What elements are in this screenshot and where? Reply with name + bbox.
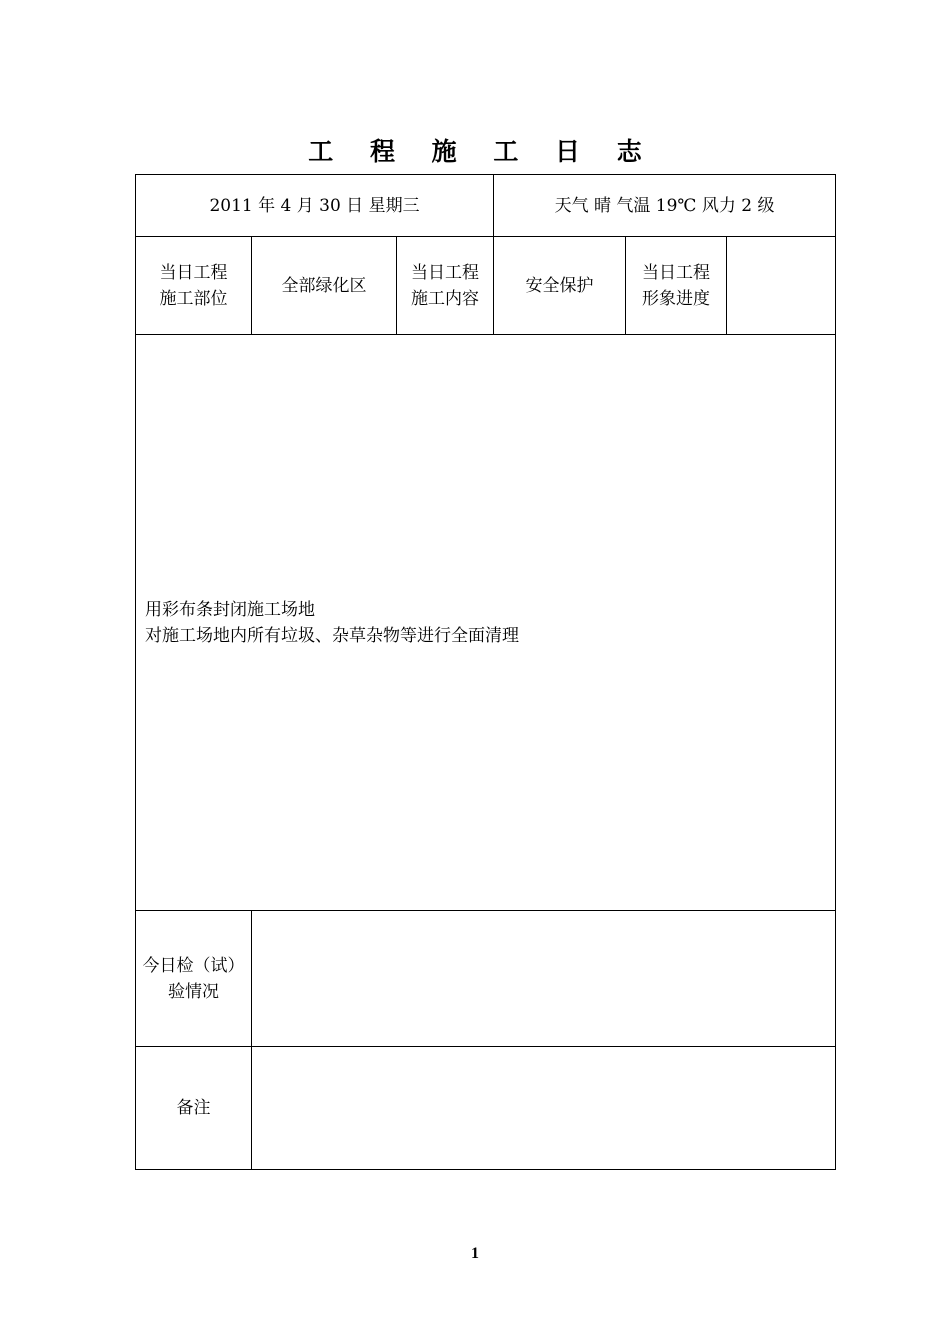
date-text: 2011 年 4 月 30 日 星期三 — [209, 195, 420, 216]
remarks-value — [252, 1047, 836, 1170]
construction-log-table — [135, 174, 836, 1170]
header-row — [136, 175, 836, 237]
page-title: 工 程 施 工 日 志 — [308, 137, 656, 166]
page-number: 1 — [471, 1245, 479, 1262]
inspection-value — [252, 911, 836, 1047]
weather-cell — [494, 175, 836, 237]
construction-content-value: 安全保护 — [494, 237, 626, 335]
info-row — [136, 237, 836, 335]
remarks-label: 备注 — [136, 1047, 252, 1170]
progress-value — [727, 237, 836, 335]
inspection-row — [136, 911, 836, 1047]
construction-part-label: 当日工程 施工部位 — [136, 237, 252, 335]
work-description-cell — [136, 335, 836, 911]
inspection-label: 今日检（试） 验情况 — [136, 911, 252, 1047]
remarks-row — [136, 1047, 836, 1170]
work-line-2: 对施工场地内所有垃圾、杂草杂物等进行全面清理 — [145, 625, 519, 646]
work-line-1: 用彩布条封闭施工场地 — [145, 599, 315, 620]
weather-text: 天气 晴 气温 19℃ 风力 2 级 — [554, 195, 775, 216]
date-cell — [136, 175, 494, 237]
progress-label: 当日工程 形象进度 — [626, 237, 727, 335]
construction-part-value: 全部绿化区 — [252, 237, 397, 335]
construction-content-label: 当日工程 施工内容 — [397, 237, 494, 335]
work-description-row — [136, 335, 836, 911]
